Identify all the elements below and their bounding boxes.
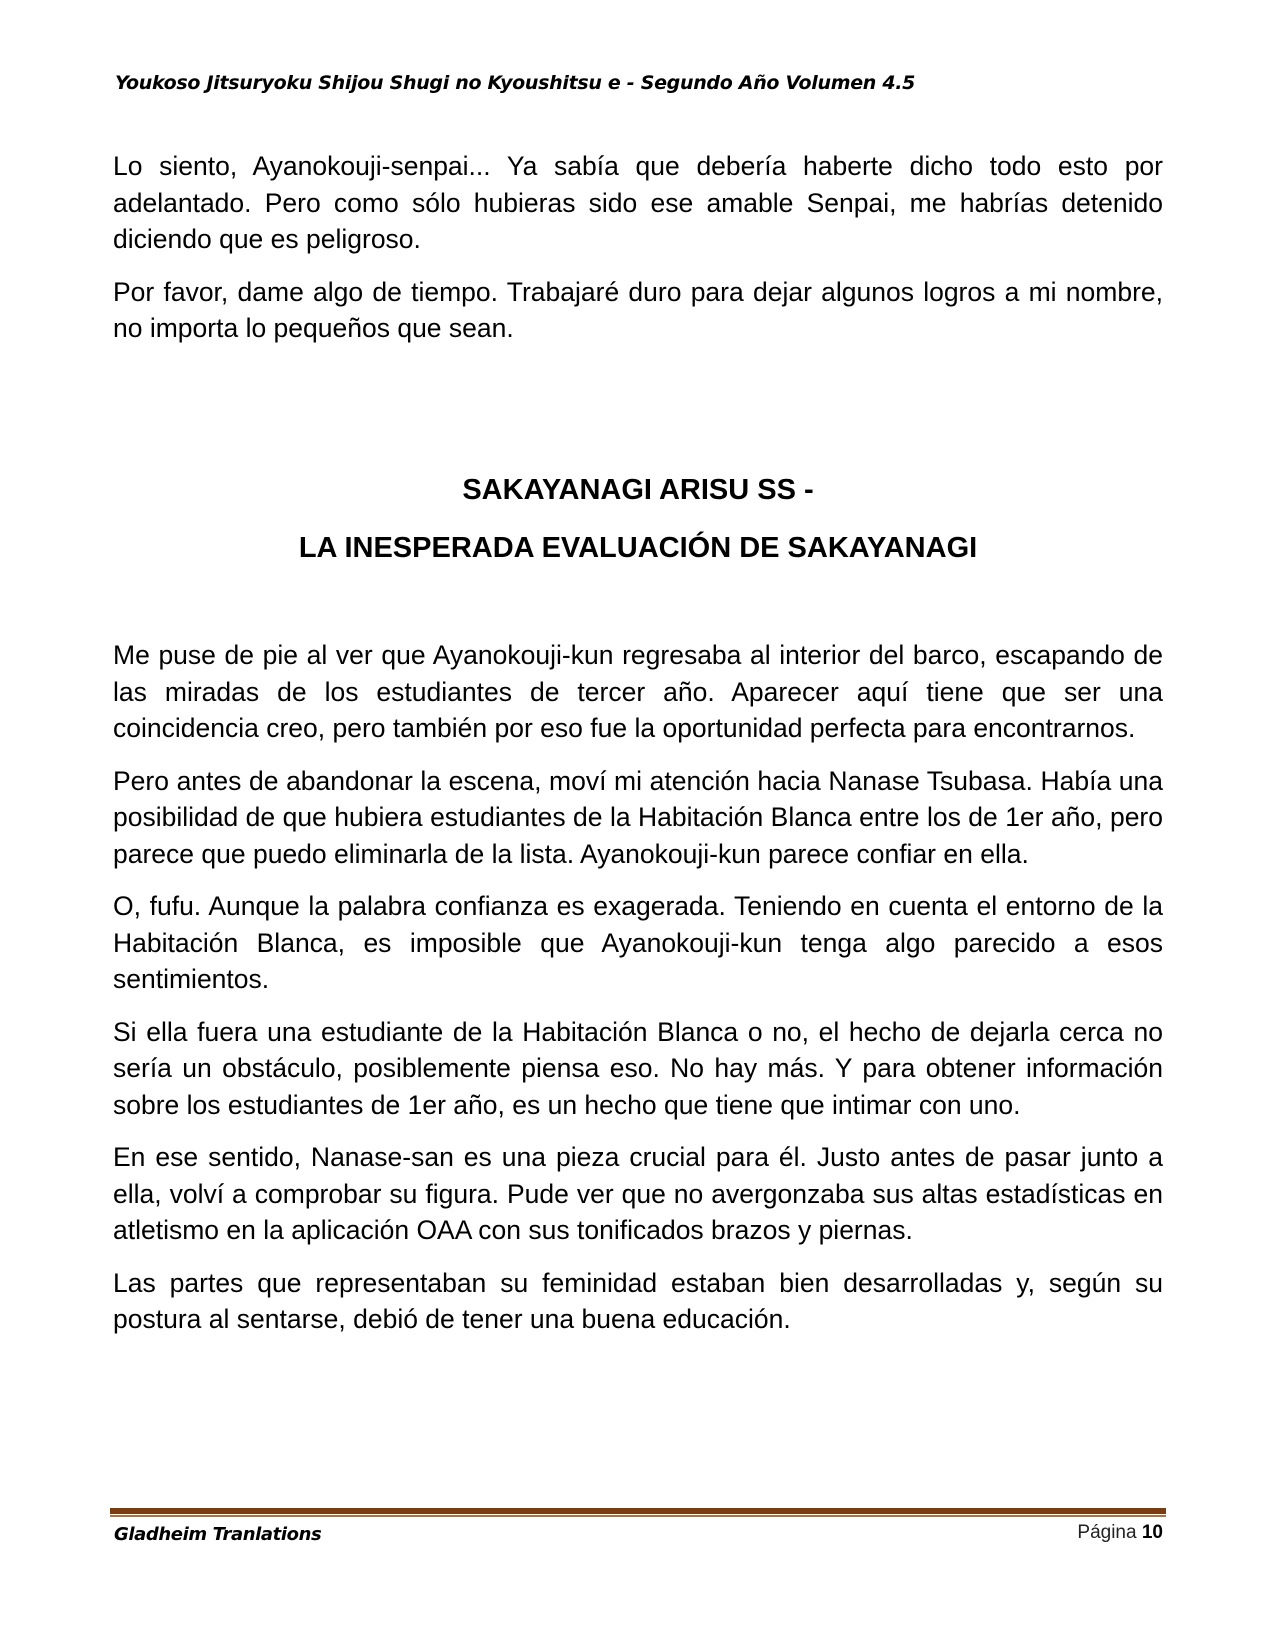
paragraph: En ese sentido, Nanase-san es una pieza crucial para él. Justo antes de pasar junto a ella, volví a comprobar su figura. Pude ver que no avergonzaba sus altas estadísticas en atletismo en la aplicación OAA con sus tonificados brazos y piernas.: [113, 1142, 1163, 1245]
chapter-title-line-1: SAKAYANAGI ARISU SS -: [462, 474, 814, 506]
paragraph: Me puse de pie al ver que Ayanokouji-kun regresaba al interior del barco, escapando de las miradas de los estudiantes de tercer año. Aparecer aquí tiene que ser una coincidencia creo, pero también por eso fue la oportunidad perfecta para encontrarnos.: [113, 640, 1163, 743]
chapter-text: [113, 637, 1163, 1354]
paragraph: Pero antes de abandonar la escena, moví mi atención hacia Nanase Tsubasa. Había una posibilidad de que hubiera estudiantes de la Habitación Blanca entre los de 1er año, pero parece que puedo eliminarla de la lista. Ayanokouji-kun parece confiar en ella.: [113, 765, 1163, 869]
paragraph: Por favor, dame algo de tiempo. Trabajaré duro para dejar algunos logros a mi nombre, no importa lo pequeños que sean.: [113, 276, 1163, 343]
footer-divider: [110, 1508, 1166, 1515]
footer-divider-thin: [110, 1515, 1166, 1517]
page-number-value: 10: [1141, 1522, 1163, 1543]
intro-text: [113, 148, 1163, 363]
chapter-title-line-2: LA INESPERADA EVALUACIÓN DE SAKAYANAGI: [298, 532, 978, 564]
paragraph: Las partes que representaban su feminidad estaban bien desarrolladas y, según su postura al sentarse, debió de tener una buena educación.: [113, 1267, 1163, 1334]
paragraph: Si ella fuera una estudiante de la Habitación Blanca o no, el hecho de dejarla cerca no sería un obstáculo, posiblemente piensa eso. No hay más. Y para obtener información sobre los estudiantes de 1er año, es un hecho que tiene que intimar con uno.: [113, 1016, 1163, 1120]
page-label: Página: [1077, 1522, 1137, 1543]
page-number: [1077, 1522, 1163, 1544]
paragraph: Lo siento, Ayanokouji-senpai... Ya sabía que debería haberte dicho todo esto por adelantado. Pero como sólo hubieras sido ese amable Senpai, me habrías detenido diciendo que es peligroso.: [113, 151, 1163, 254]
running-header: Youkoso Jitsuryoku Shijou Shugi no Kyoushitsu e - Segundo Año Volumen 4.5: [115, 72, 916, 94]
footer-credit: Gladheim Tranlations: [114, 1524, 322, 1545]
paragraph: O, fufu. Aunque la palabra confianza es exagerada. Teniendo en cuenta el entorno de la Habitación Blanca, es imposible que Ayanokouji-kun tenga algo parecido a esos sentimientos.: [113, 891, 1163, 994]
